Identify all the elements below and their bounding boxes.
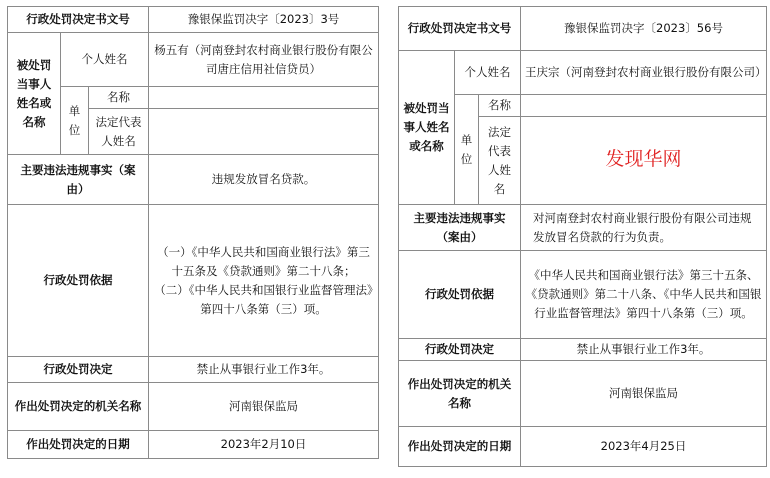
- unit-name-label: 名称: [479, 95, 521, 117]
- basis-value: [149, 205, 379, 357]
- right-penalty-table: [398, 6, 767, 467]
- legal-rep-label: 法定代表人姓名: [89, 109, 149, 155]
- doc-number-label: 行政处罚决定书文号: [399, 7, 521, 51]
- date-value: 2023年2月10日: [149, 431, 379, 459]
- person-name-value: 杨五有（河南登封农村商业银行股份有限公司唐庄信用社信贷员）: [149, 33, 379, 87]
- unit-name-value: [149, 87, 379, 109]
- unit-label: 单位: [455, 95, 479, 205]
- unit-name-label: 名称: [89, 87, 149, 109]
- violation-label: 主要违法违规事实（案由）: [399, 205, 521, 251]
- unit-name-value: [521, 95, 767, 117]
- person-name-value: 王庆宗（河南登封农村商业银行股份有限公司）: [521, 51, 767, 95]
- doc-number-label: 行政处罚决定书文号: [8, 7, 149, 33]
- authority-value: 河南银保监局: [521, 361, 767, 427]
- doc-number-value: 豫银保监罚决字〔2023〕3号: [149, 7, 379, 33]
- violation-value: 对河南登封农村商业银行股份有限公司违规发放冒名贷款的行为负责。: [521, 205, 767, 251]
- violation-value: 违规发放冒名贷款。: [149, 155, 379, 205]
- date-value: 2023年4月25日: [521, 427, 767, 467]
- party-label: 被处罚当事人姓名或名称: [399, 51, 455, 205]
- watermark-text: 发现华网: [605, 148, 682, 170]
- decision-value: 禁止从事银行业工作3年。: [521, 339, 767, 361]
- left-penalty-table: [7, 6, 379, 459]
- decision-label: 行政处罚决定: [399, 339, 521, 361]
- authority-value: 河南银保监局: [149, 383, 379, 431]
- legal-rep-label: 法定代表人姓名: [479, 117, 521, 205]
- person-name-label: 个人姓名: [455, 51, 521, 95]
- violation-label: 主要违法违规事实（案由）: [8, 155, 149, 205]
- date-label: 作出处罚决定的日期: [8, 431, 149, 459]
- decision-label: 行政处罚决定: [8, 357, 149, 383]
- legal-rep-value: [149, 109, 379, 155]
- date-label: 作出处罚决定的日期: [399, 427, 521, 467]
- basis-line-2: （二）《中华人民共和国银行业监督管理法》第四十八条第（三）项。: [154, 282, 373, 316]
- basis-label: 行政处罚依据: [399, 251, 521, 339]
- authority-label: 作出处罚决定的机关名称: [8, 383, 149, 431]
- unit-label: 单位: [61, 87, 89, 155]
- legal-rep-value: [521, 117, 767, 205]
- party-label: 被处罚当事人姓名或名称: [8, 33, 61, 155]
- basis-value: 《中华人民共和国商业银行法》第三十五条、《贷款通则》第二十八条、《中华人民共和国银行业监督管理法》第四十八条第（三）项。: [521, 251, 767, 339]
- decision-value: 禁止从事银行业工作3年。: [149, 357, 379, 383]
- basis-line-1: （一）《中华人民共和国商业银行法》第三十五条及《贷款通则》第二十八条；: [157, 244, 370, 278]
- basis-label: 行政处罚依据: [8, 205, 149, 357]
- authority-label: 作出处罚决定的机关名称: [399, 361, 521, 427]
- doc-number-value: 豫银保监罚决字〔2023〕56号: [521, 7, 767, 51]
- person-name-label: 个人姓名: [61, 33, 149, 87]
